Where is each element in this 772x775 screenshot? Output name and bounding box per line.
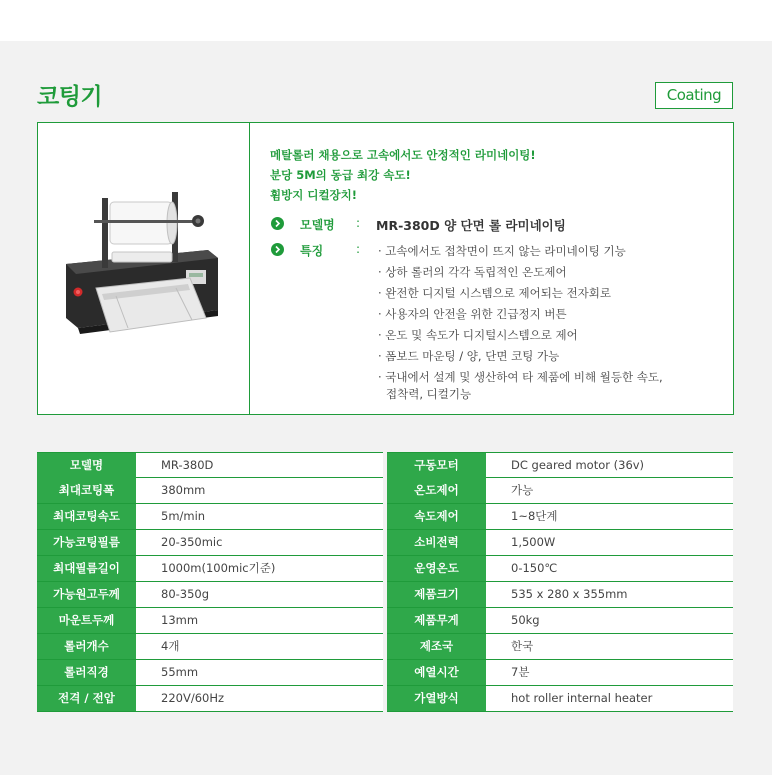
feature-item: · 고속에서도 접착면이 뜨지 않는 라미네이팅 기능 [378,244,626,258]
spec-key: 최대코팅폭 [37,478,136,503]
table-row [37,582,383,608]
table-row [37,556,383,582]
feature-item: · 상하 롤러의 각각 독립적인 온도제어 [378,265,567,279]
table-row [387,452,733,478]
feature-item: · 폼보드 마운팅 / 양, 단면 코팅 가능 [378,349,560,363]
spec-key: 롤러직경 [37,660,136,685]
spec-value: DC geared motor (36v) [511,458,645,472]
spec-value: 220V/60Hz [161,691,225,705]
feature-item-continuation: 접착력, 디컬기능 [386,387,472,401]
table-row [387,660,733,686]
spec-value: 한국 [511,639,534,653]
page-title: 코팅기 [37,84,103,110]
model-label: 모델명 [300,218,335,232]
spec-value: 20-350mic [161,535,223,549]
feature-item: · 온도 및 속도가 디지털시스템으로 제어 [378,328,578,342]
product-overview-box [37,122,734,415]
spec-key: 모델명 [37,453,136,478]
spec-key: 예열시간 [387,660,486,685]
table-row [37,634,383,660]
spec-value: 535 x 280 x 355mm [511,587,628,601]
table-row [387,582,733,608]
spec-value: 1~8단계 [511,509,558,523]
spec-key: 마운트두께 [37,608,136,633]
intro-line: 메탈롤러 채용으로 고속에서도 안정적인 라미네이팅! [270,148,536,162]
chevron-right-icon [271,217,284,230]
spec-value: 13mm [161,613,199,627]
laminator-machine-image [58,178,228,338]
spec-value: 가능 [511,483,534,497]
spec-value: 1,500W [511,535,556,549]
table-row [387,504,733,530]
table-row [387,686,733,712]
intro-line: 휨방지 디컬장치! [270,188,358,202]
spec-value: 50kg [511,613,540,627]
spec-value: 5m/min [161,509,206,523]
spec-key: 소비전력 [387,530,486,555]
category-badge: Coating [655,82,733,109]
spec-key: 제조국 [387,634,486,659]
spec-key: 가열방식 [387,686,486,711]
intro-line: 분당 5M의 동급 최강 속도! [270,168,411,182]
table-row [387,556,733,582]
spec-key: 최대코팅속도 [37,504,136,529]
table-row [387,530,733,556]
table-row [37,686,383,712]
table-row [37,452,383,478]
spec-key: 전격 / 전압 [37,686,136,711]
feature-item: · 완전한 디지털 시스템으로 제어되는 전자회로 [378,286,612,300]
spec-value: 0-150℃ [511,561,558,575]
spec-key: 속도제어 [387,504,486,529]
spec-value: 4개 [161,639,180,653]
feature-item: · 사용자의 안전을 위한 긴급정지 버튼 [378,307,567,321]
spec-key: 최대필름길이 [37,556,136,581]
features-colon: : [356,242,361,256]
spec-value: 7분 [511,665,530,679]
top-band [0,0,772,41]
table-row [387,608,733,634]
table-row [37,660,383,686]
spec-table-left [37,452,383,712]
spec-value: MR-380D [161,458,214,472]
spec-key: 구동모터 [387,453,486,478]
table-row [387,478,733,504]
table-row [37,478,383,504]
spec-key: 가능코팅필름 [37,530,136,555]
table-row [37,530,383,556]
spec-value: hot roller internal heater [511,691,653,705]
spec-key: 제품무게 [387,608,486,633]
spec-table-right [387,452,733,712]
spec-key: 가능원고두께 [37,582,136,607]
spec-key: 롤러개수 [37,634,136,659]
spec-key: 제품크기 [387,582,486,607]
spec-value: 80-350g [161,587,210,601]
table-row [37,608,383,634]
spec-value: 380mm [161,483,206,497]
intro-text [270,145,536,205]
model-value: MR-380D 양 단면 롤 라미네이팅 [376,218,566,233]
spec-key: 온도제어 [387,478,486,503]
spec-key: 운영온도 [387,556,486,581]
features-label: 특징 [300,244,324,258]
model-colon: : [356,216,361,230]
feature-item: · 국내에서 설계 및 생산하여 타 제품에 비해 월등한 속도, [378,370,663,384]
chevron-right-icon [271,243,284,256]
box-divider [249,123,250,414]
spec-value: 55mm [161,665,199,679]
table-row [387,634,733,660]
spec-value: 1000m(100mic기준) [161,561,276,575]
table-row [37,504,383,530]
